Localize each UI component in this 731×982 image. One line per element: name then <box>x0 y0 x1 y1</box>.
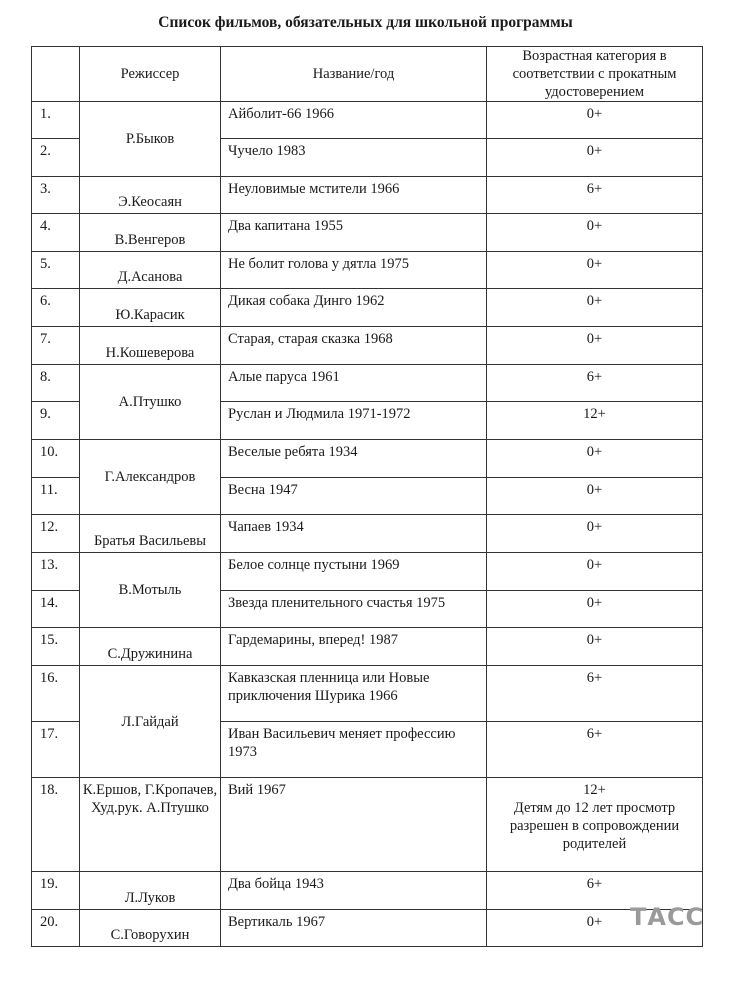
age-cell: 0+ <box>487 553 703 591</box>
film-cell: Старая, старая сказка 1968 <box>221 327 487 365</box>
row-number: 1. <box>32 102 80 139</box>
director-cell: Г.Александров <box>80 440 221 515</box>
table-row <box>32 289 703 327</box>
film-cell: Дикая собака Динго 1962 <box>221 289 487 327</box>
film-cell: Кавказская пленница или Новые приключения Шурика 1966 <box>221 666 487 722</box>
row-number: 5. <box>32 252 80 289</box>
director-cell: А.Птушко <box>80 365 221 440</box>
table-row <box>32 872 703 910</box>
film-cell: Чапаев 1934 <box>221 515 487 553</box>
film-cell: Весна 1947 <box>221 478 487 515</box>
director-cell: Н.Кошеверова <box>80 327 221 365</box>
director-cell: Р.Быков <box>80 102 221 177</box>
director-cell: Ю.Карасик <box>80 289 221 327</box>
header-director: Режиссер <box>80 47 221 102</box>
film-cell: Гардемарины, вперед! 1987 <box>221 628 487 666</box>
age-cell: 6+ <box>487 666 703 722</box>
table-row <box>32 910 703 947</box>
age-cell: 0+ <box>487 478 703 515</box>
film-cell: Айболит-66 1966 <box>221 102 487 139</box>
row-number: 20. <box>32 910 80 947</box>
row-number: 6. <box>32 289 80 327</box>
row-number: 18. <box>32 778 80 872</box>
film-cell: Белое солнце пустыни 1969 <box>221 553 487 591</box>
table-row <box>32 778 703 872</box>
age-cell: 0+ <box>487 289 703 327</box>
table-row <box>32 327 703 365</box>
age-cell: 0+ <box>487 440 703 478</box>
director-cell: С.Говорухин <box>80 910 221 947</box>
director-cell: В.Мотыль <box>80 553 221 628</box>
age-value: 12+ <box>583 782 606 798</box>
director-cell: Д.Асанова <box>80 252 221 289</box>
age-cell: 0+ <box>487 327 703 365</box>
films-table <box>31 46 703 947</box>
film-cell: Два бойца 1943 <box>221 872 487 910</box>
row-number: 15. <box>32 628 80 666</box>
table-row <box>32 628 703 666</box>
row-number: 17. <box>32 722 80 778</box>
age-cell: 0+ <box>487 102 703 139</box>
director-cell: К.Ершов, Г.Кропачев, Худ.рук. А.Птушко <box>80 778 221 872</box>
age-cell: 0+ <box>487 628 703 666</box>
director-cell: Э.Кеосаян <box>80 177 221 214</box>
row-number: 10. <box>32 440 80 478</box>
row-number: 12. <box>32 515 80 553</box>
age-cell: 0+ <box>487 515 703 553</box>
row-number: 7. <box>32 327 80 365</box>
film-cell: Веселые ребята 1934 <box>221 440 487 478</box>
document-title: Список фильмов, обязательных для школьной программы <box>158 14 573 31</box>
table-row <box>32 553 703 591</box>
age-cell: 0+ <box>487 252 703 289</box>
age-cell <box>487 778 703 872</box>
table-row <box>32 177 703 214</box>
age-cell: 0+ <box>487 910 703 947</box>
film-cell: Иван Васильевич меняет профессию 1973 <box>221 722 487 778</box>
header-age: Возрастная категория в соответствии с прокатным удостоверением <box>487 47 703 102</box>
table-header-row <box>32 47 703 102</box>
film-cell: Вий 1967 <box>221 778 487 872</box>
table-row <box>32 252 703 289</box>
director-cell: Л.Луков <box>80 872 221 910</box>
director-cell: С.Дружинина <box>80 628 221 666</box>
film-cell: Чучело 1983 <box>221 139 487 177</box>
row-number: 4. <box>32 214 80 252</box>
row-number: 16. <box>32 666 80 722</box>
row-number: 8. <box>32 365 80 402</box>
row-number: 14. <box>32 591 80 628</box>
table-row <box>32 440 703 478</box>
age-cell: 6+ <box>487 365 703 402</box>
row-number: 19. <box>32 872 80 910</box>
tass-logo: ТАСС <box>630 903 705 931</box>
row-number: 13. <box>32 553 80 591</box>
film-cell: Звезда пленительного счастья 1975 <box>221 591 487 628</box>
film-cell: Два капитана 1955 <box>221 214 487 252</box>
age-cell: 0+ <box>487 214 703 252</box>
table-row <box>32 515 703 553</box>
director-cell: В.Венгеров <box>80 214 221 252</box>
director-cell: Л.Гайдай <box>80 666 221 778</box>
row-number: 11. <box>32 478 80 515</box>
age-cell: 6+ <box>487 177 703 214</box>
table-row <box>32 214 703 252</box>
film-cell: Вертикаль 1967 <box>221 910 487 947</box>
film-cell: Руслан и Людмила 1971-1972 <box>221 402 487 440</box>
film-cell: Неуловимые мстители 1966 <box>221 177 487 214</box>
age-cell: 6+ <box>487 872 703 910</box>
film-cell: Алые паруса 1961 <box>221 365 487 402</box>
table-row <box>32 365 703 402</box>
table-row <box>32 666 703 722</box>
age-note: Детям до 12 лет просмотр разрешен в сопровождении родителей <box>509 800 680 852</box>
table-row <box>32 102 703 139</box>
header-film: Название/год <box>221 47 487 102</box>
age-cell: 6+ <box>487 722 703 778</box>
row-number: 3. <box>32 177 80 214</box>
director-cell: Братья Васильевы <box>80 515 221 553</box>
row-number: 9. <box>32 402 80 440</box>
header-number <box>32 47 80 102</box>
age-cell: 0+ <box>487 139 703 177</box>
age-cell: 12+ <box>487 402 703 440</box>
film-cell: Не болит голова у дятла 1975 <box>221 252 487 289</box>
age-cell: 0+ <box>487 591 703 628</box>
row-number: 2. <box>32 139 80 177</box>
